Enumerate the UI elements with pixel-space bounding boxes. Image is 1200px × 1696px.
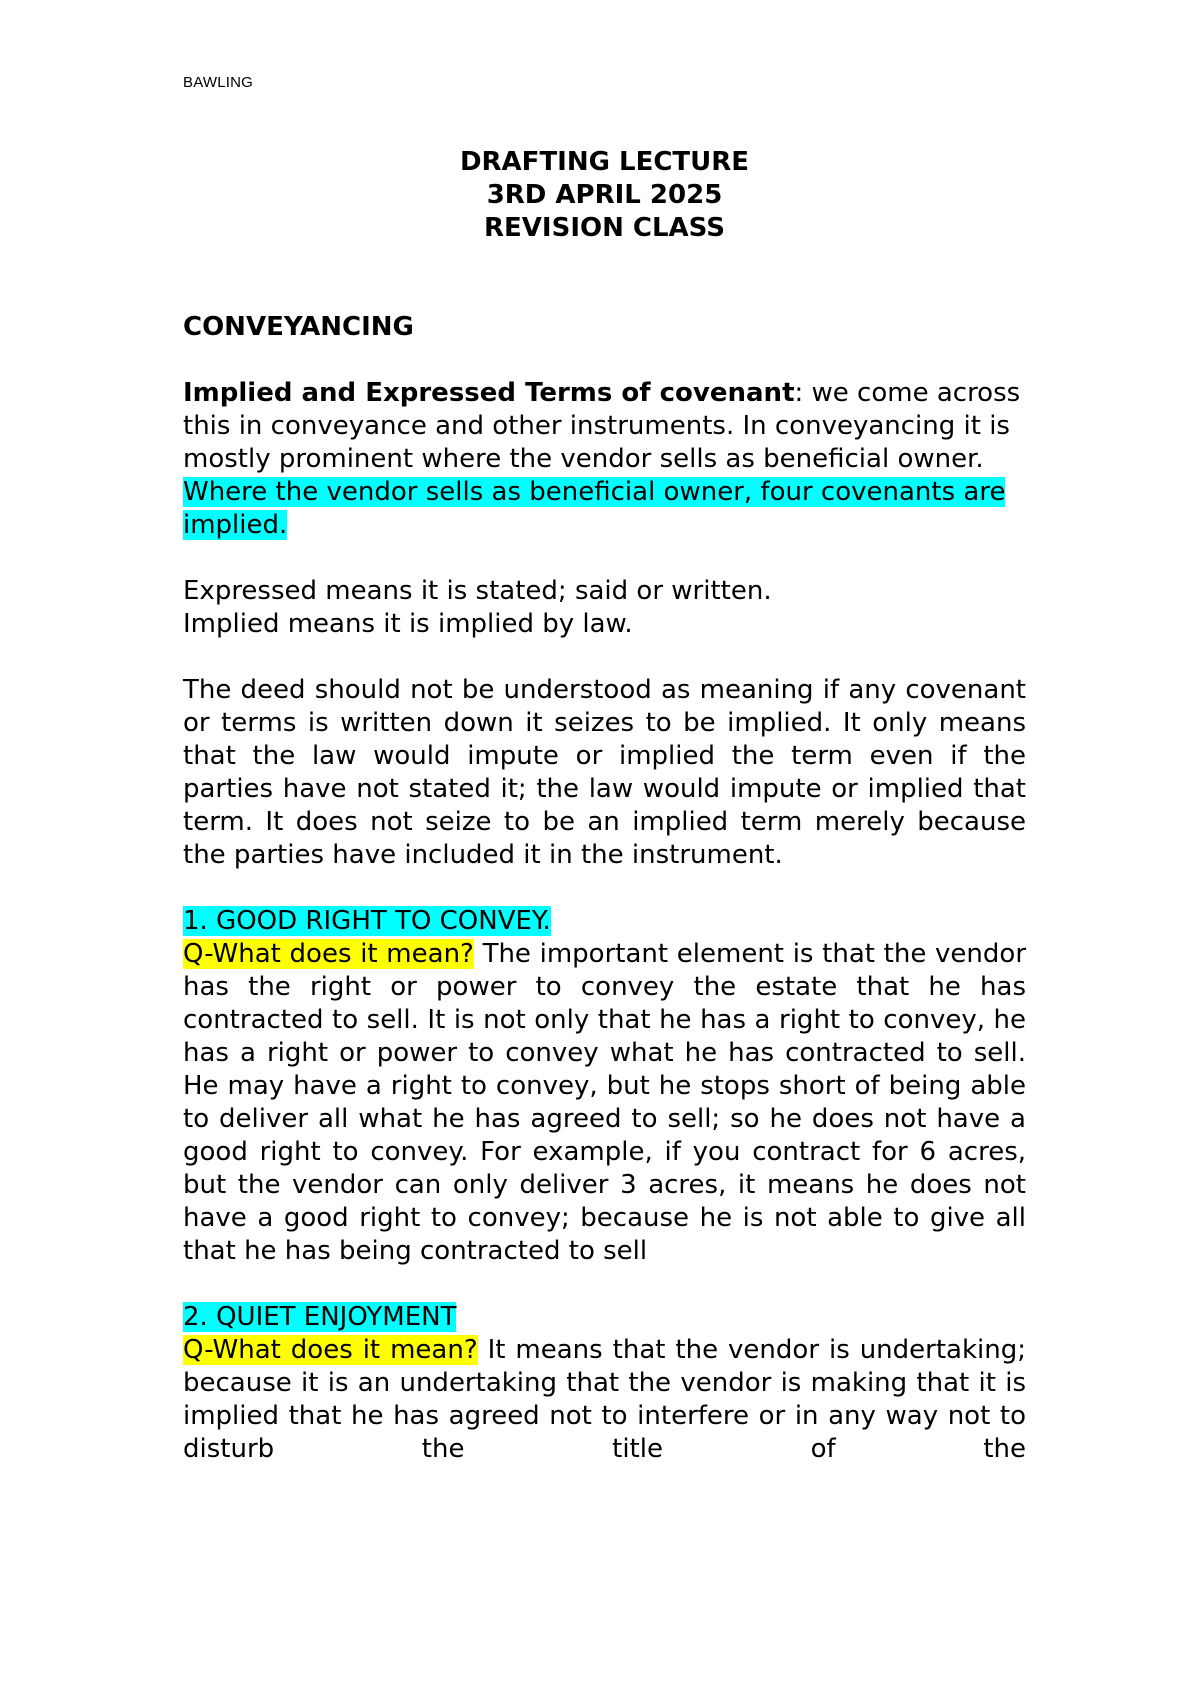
covenant-body-1 xyxy=(183,938,1026,1268)
definition-implied: Implied means it is implied by law. xyxy=(183,609,633,639)
covenant-text-2: It means that the vendor is undertaking; because it is an undertaking that the vendor is making that it is implied that he has agreed not to interfere or in any way not to disturb the title of the xyxy=(183,1335,1026,1464)
covenant-body-2 xyxy=(183,1334,1026,1466)
definition-expressed: Expressed means it is stated; said or written. xyxy=(183,576,772,606)
title-line-1: DRAFTING LECTURE xyxy=(459,147,750,177)
intro-highlight: Where the vendor sells as beneficial owner, four covenants are implied. xyxy=(183,477,1006,540)
title-line-3: REVISION CLASS xyxy=(484,213,725,243)
covenant-text-1: The important element is that the vendor has the right or power to convey the estate that he has contracted to sell. It is not only that he has a right to convey, he has a right or power to convey what he has contracted to sell. He may have a right to convey, but he stops short of being able to deliver all what he has agreed to sell; so he does not have a good right to convey. For example, if you contract for 6 acres, but the vendor can only deliver 3 acres, it means he does not have a good right to convey; because he is not able to give all that he has being contracted to sell xyxy=(183,939,1027,1266)
header-author: BAWLING xyxy=(183,74,254,91)
title-line-2: 3RD APRIL 2025 xyxy=(486,180,723,210)
document-body xyxy=(183,146,1026,1466)
covenant-heading-1 xyxy=(183,905,1026,938)
document-title xyxy=(183,146,1026,245)
deed-paragraph: The deed should not be understood as meaning if any covenant or terms is written down it seizes to be implied. It only means that the law would impute or implied the term even if the parties have not stated it; the law would impute or implied that term. It does not seize to be an implied term merely because the parties have included it in the instrument. xyxy=(183,675,1026,870)
covenant-heading-2-text: 2. QUIET ENJOYMENT xyxy=(183,1302,457,1332)
covenant-heading-2 xyxy=(183,1301,1026,1334)
covenant-question-2: Q-What does it mean? xyxy=(183,1335,478,1365)
covenant-heading-1-text: 1. GOOD RIGHT TO CONVEY. xyxy=(183,906,551,936)
intro-term: Implied and Expressed Terms of covenant xyxy=(183,378,795,408)
intro-paragraph xyxy=(183,377,1026,542)
section-heading: CONVEYANCING xyxy=(183,312,414,342)
intro-text: : we come across this in conveyance and other instruments. In conveyancing it is mostly prominent where the vendor sells as beneficial owner. xyxy=(183,378,1021,474)
covenant-question-1: Q-What does it mean? xyxy=(183,939,474,969)
